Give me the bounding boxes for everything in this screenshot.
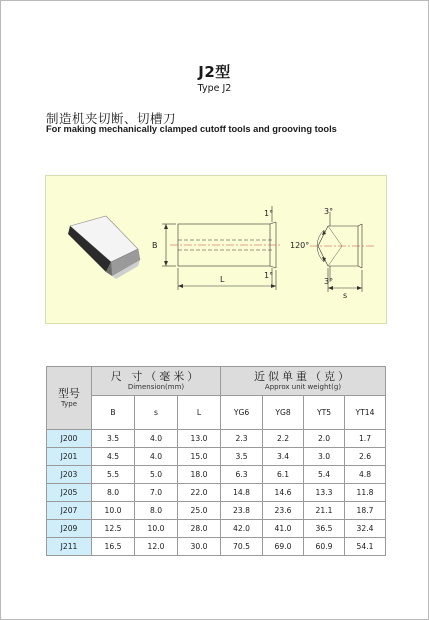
dimension-b-label: B <box>152 241 158 250</box>
yg8-cell: 3.4 <box>263 448 304 466</box>
yg8-cell: 69.0 <box>263 538 304 556</box>
s-cell: 7.0 <box>135 484 178 502</box>
b-cell: 12.5 <box>92 520 135 538</box>
b-cell: 16.5 <box>92 538 135 556</box>
type-code-cell: J201 <box>47 448 92 466</box>
yt5-cell: 2.0 <box>304 430 345 448</box>
yt14-cell: 1.7 <box>345 430 386 448</box>
table-row <box>47 538 386 556</box>
s-cell: 4.0 <box>135 448 178 466</box>
page-title: J2型 <box>198 63 231 81</box>
yg8-cell: 2.2 <box>263 430 304 448</box>
s-cell: 5.0 <box>135 466 178 484</box>
s-cell: 4.0 <box>135 430 178 448</box>
type-column-header: 型号 Type <box>47 367 92 430</box>
table-row <box>47 466 386 484</box>
dimension-l-label: L <box>220 275 225 284</box>
yg6-cell: 3.5 <box>221 448 263 466</box>
dimension-s-label: s <box>343 291 348 300</box>
type-code-cell: J203 <box>47 466 92 484</box>
chinese-heading: 制造机夹切断、切槽刀 <box>46 111 177 126</box>
b-cell: 10.0 <box>92 502 135 520</box>
yg6-cell: 23.8 <box>221 502 263 520</box>
yt14-cell: 32.4 <box>345 520 386 538</box>
l-cell: 30.0 <box>178 538 221 556</box>
s-cell: 12.0 <box>135 538 178 556</box>
yg6-cell: 42.0 <box>221 520 263 538</box>
yg8-cell: 14.6 <box>263 484 304 502</box>
b-cell: 5.5 <box>92 466 135 484</box>
table-row <box>47 502 386 520</box>
yg6-cell: 2.3 <box>221 430 263 448</box>
angle-3-bottom-label: 3° <box>324 277 334 286</box>
column-header-s: s <box>135 396 178 430</box>
yg8-cell: 6.1 <box>263 466 304 484</box>
insert-drawing-panel <box>45 175 387 324</box>
type-code-cell: J205 <box>47 484 92 502</box>
b-cell: 4.5 <box>92 448 135 466</box>
l-cell: 22.0 <box>178 484 221 502</box>
type-code-cell: J200 <box>47 430 92 448</box>
yg6-cell: 14.8 <box>221 484 263 502</box>
weight-group-header: 近似单重（克） Approx unit weight(g) <box>221 367 386 396</box>
angle-1-bottom-label: 1° <box>264 271 274 280</box>
l-cell: 25.0 <box>178 502 221 520</box>
table-row <box>47 430 386 448</box>
column-header-yg6: YG6 <box>221 396 263 430</box>
yt5-cell: 13.3 <box>304 484 345 502</box>
insert-technical-drawing <box>46 176 386 323</box>
table-row <box>47 448 386 466</box>
yt5-cell: 36.5 <box>304 520 345 538</box>
column-header-yg8: YG8 <box>263 396 304 430</box>
angle-120-label: 120° <box>290 241 310 250</box>
type-code-cell: J211 <box>47 538 92 556</box>
table-row <box>47 520 386 538</box>
column-header-b: B <box>92 396 135 430</box>
yt5-cell: 60.9 <box>304 538 345 556</box>
angle-3-top-label: 3° <box>324 207 334 216</box>
yg8-cell: 41.0 <box>263 520 304 538</box>
yt14-cell: 54.1 <box>345 538 386 556</box>
spec-table <box>46 366 386 556</box>
yt5-cell: 21.1 <box>304 502 345 520</box>
yt5-cell: 3.0 <box>304 448 345 466</box>
english-heading: For making mechanically clamped cutoff tools and grooving tools <box>46 124 337 134</box>
b-cell: 3.5 <box>92 430 135 448</box>
l-cell: 28.0 <box>178 520 221 538</box>
b-cell: 8.0 <box>92 484 135 502</box>
yt5-cell: 5.4 <box>304 466 345 484</box>
insert-3d-view <box>68 216 140 279</box>
dimension-group-header: 尺 寸（毫米） Dimension(mm) <box>92 367 221 396</box>
l-cell: 15.0 <box>178 448 221 466</box>
angle-1-top-label: 1° <box>264 209 274 218</box>
yt14-cell: 2.6 <box>345 448 386 466</box>
s-cell: 10.0 <box>135 520 178 538</box>
column-header-yt14: YT14 <box>345 396 386 430</box>
table-row <box>47 484 386 502</box>
s-cell: 8.0 <box>135 502 178 520</box>
column-header-yt5: YT5 <box>304 396 345 430</box>
yg6-cell: 70.5 <box>221 538 263 556</box>
yt14-cell: 18.7 <box>345 502 386 520</box>
type-code-cell: J209 <box>47 520 92 538</box>
yg6-cell: 6.3 <box>221 466 263 484</box>
column-header-l: L <box>178 396 221 430</box>
page-subtitle: Type J2 <box>197 83 232 94</box>
l-cell: 18.0 <box>178 466 221 484</box>
l-cell: 13.0 <box>178 430 221 448</box>
type-code-cell: J207 <box>47 502 92 520</box>
yt14-cell: 4.8 <box>345 466 386 484</box>
yt14-cell: 11.8 <box>345 484 386 502</box>
insert-side-view <box>310 212 376 292</box>
yg8-cell: 23.6 <box>263 502 304 520</box>
